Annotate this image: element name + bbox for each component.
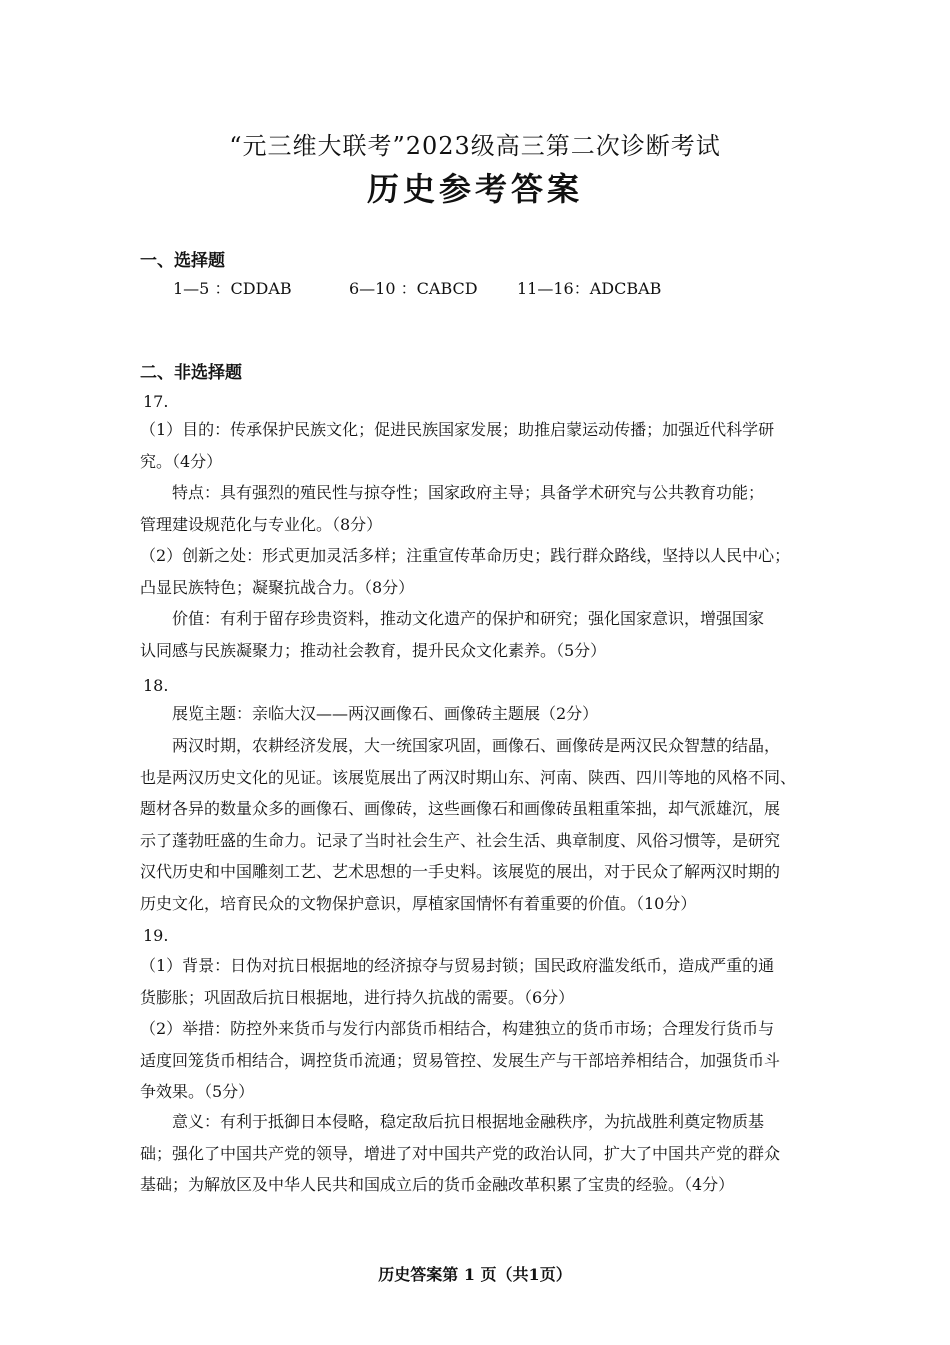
answer-line: 汉代历史和中国雕刻工艺、艺术思想的一手史料。该展览的展出，对于民众了解两汉时期的 — [140, 862, 781, 881]
answer-line: 价值：有利于留存珍贵资料，推动文化遗产的保护和研究；强化国家意识，增强国家 — [172, 609, 765, 628]
q18-theme-answer — [140, 698, 812, 730]
q19-measures-answer — [140, 1013, 812, 1108]
answer-line: 适度回笼货币相结合，调控货币流通；贸易管控、发展生产与干部培养相结合，加强货币斗 — [140, 1050, 781, 1070]
answer-line: 两汉时期，农耕经济发展，大一统国家巩固，画像石、画像砖是两汉民众智慧的结晶， — [172, 736, 781, 755]
answer-line: 也是两汉历史文化的见证。该展览展出了两汉时期山东、河南、陕西、四川等地的风格不同、 — [140, 767, 797, 787]
q19-significance-answer — [140, 1106, 812, 1201]
question-number-18: 18. — [143, 676, 169, 695]
q17-features-answer — [140, 477, 812, 540]
answer-line: 凸显民族特色；凝聚抗战合力。（8分） — [140, 577, 415, 597]
answer-line: （1）背景：日伪对抗日根据地的经济掠夺与贸易封锁；国民政府滥发纸币，造成严重的通 — [140, 956, 775, 975]
answer-line: 示了蓬勃旺盛的生命力。记录了当时社会生产、社会生活、典章制度、风俗习惯等，是研究 — [140, 830, 781, 850]
answer-letters: CABCD — [416, 279, 478, 298]
answer-line: 题材各异的数量众多的画像石、画像砖，这些画像石和画像砖虽粗重笨拙，却气派雄沉，展 — [140, 799, 781, 818]
section-heading-multiple-choice: 一、选择题 — [140, 251, 225, 271]
answer-line: 意义：有利于抵御日本侵略，稳定敌后抗日根据地金融秩序，为抗战胜利奠定物质基 — [172, 1112, 765, 1131]
answer-range: 6—10 ： — [349, 279, 417, 298]
answer-line: （1）目的：传承保护民族文化；促进民族国家发展；助推启蒙运动传播；加强近代科学研 — [140, 420, 775, 439]
q17-value-answer — [140, 603, 812, 666]
document-title: 历史参考答案 — [366, 170, 583, 208]
exam-title: “元三维大联考”2023级高三第二次诊断考试 — [229, 132, 721, 160]
question-number-19: 19. — [143, 926, 169, 945]
answer-group-11-16 — [517, 276, 661, 299]
answer-letters: CDDAB — [230, 279, 292, 298]
q18-body-answer — [140, 730, 812, 919]
answer-line: 认同感与民族凝聚力；推动社会教育，提升民众文化素养。（5分） — [140, 640, 607, 660]
answer-group-6-10 — [349, 276, 478, 299]
answer-line: （2）创新之处：形式更加灵活多样；注重宣传革命历史；践行群众路线，坚持以人民中心； — [140, 546, 791, 565]
answer-line: 货膨胀；巩固敌后抗日根据地，进行持久抗战的需要。（6分） — [140, 987, 575, 1007]
answer-letters: ADCBAB — [589, 279, 662, 298]
answer-line: 特点：具有强烈的殖民性与掠夺性；国家政府主导；具备学术研究与公共教育功能； — [172, 483, 765, 502]
q19-background-answer — [140, 950, 812, 1013]
answer-line: （2）举措：防控外来货币与发行内部货币相结合，构建独立的货币市场；合理发行货币与 — [140, 1019, 775, 1038]
answer-group-1-5 — [173, 276, 292, 299]
question-number-17: 17. — [143, 392, 169, 411]
answer-range: 11—16： — [517, 279, 590, 298]
answer-line: 历史文化，培育民众的文物保护意识，厚植家国情怀有着重要的价值。（10分） — [140, 893, 697, 913]
q17-purpose-answer — [140, 414, 812, 477]
section-heading-non-multiple-choice: 二、非选择题 — [140, 363, 242, 383]
answer-line: 究。（4分） — [140, 451, 223, 471]
answer-range: 1—5 ： — [173, 279, 231, 298]
answer-line: 础；强化了中国共产党的领导，增进了对中国共产党的政治认同，扩大了中国共产党的群众 — [140, 1143, 781, 1163]
q17-innovation-answer — [140, 540, 812, 603]
page-footer: 历史答案第 1 页（共1页） — [378, 1265, 572, 1284]
answer-line: 展览主题：亲临大汉——两汉画像石、画像砖主题展（2分） — [172, 704, 599, 723]
answer-line: 基础；为解放区及中华人民共和国成立后的货币金融改革积累了宝贵的经验。（4分） — [140, 1175, 735, 1194]
answer-line: 管理建设规范化与专业化。（8分） — [140, 514, 383, 534]
answer-line: 争效果。（5分） — [140, 1082, 255, 1101]
